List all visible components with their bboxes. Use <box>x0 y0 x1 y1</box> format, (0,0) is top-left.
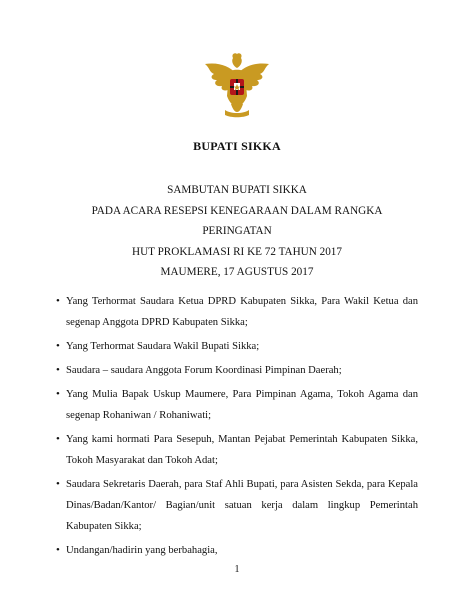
greeting-item: • Yang Terhormat Saudara Ketua DPRD Kabupaten Sikka, Para Wakil Ketua dan segenap Anggota DPRD Kabupaten Sikka; <box>56 291 418 333</box>
heading-line: PERINGATAN <box>202 225 272 237</box>
greeting-list <box>56 291 418 564</box>
heading-line: HUT PROKLAMASI RI KE 72 TAHUN 2017 <box>131 245 342 258</box>
heading-line: MAUMERE, 17 AGUSTUS 2017 <box>160 266 314 278</box>
greeting-item: • Yang kami hormati Para Sesepuh, Mantan Pejabat Pemerintah Kabupaten Sikka, Tokoh Masyarakat dan Tokoh Adat; <box>56 429 418 471</box>
greeting-item: • Undangan/hadirin yang berbahagia, <box>56 540 418 561</box>
heading-line: PADA ACARA RESEPSI KENEGARAAN DALAM RANGKA <box>91 204 383 217</box>
greeting-item: • Saudara – saudara Anggota Forum Koordinasi Pimpinan Daerah; <box>56 360 418 381</box>
official-title: BUPATI SIKKA <box>193 139 281 153</box>
heading-line: SAMBUTAN BUPATI SIKKA <box>167 184 307 196</box>
speech-heading <box>0 180 474 283</box>
greeting-item: • Yang Mulia Bapak Uskup Maumere, Para Pimpinan Agama, Tokoh Agama dan segenap Rohaniwan / Rohaniwati; <box>56 384 418 426</box>
greeting-item: • Saudara Sekretaris Daerah, para Staf Ahli Bupati, para Asisten Sekda, para Kepala Dinas/Badan/Kantor/ Bagian/unit satuan kerja dalam lingkup Pemerintah Kabupaten Sikka; <box>56 474 418 537</box>
greeting-item: • Yang Terhormat Saudara Wakil Bupati Sikka; <box>56 336 418 357</box>
garuda-pancasila-emblem-icon <box>201 52 273 120</box>
page-number: 1 <box>234 564 240 575</box>
